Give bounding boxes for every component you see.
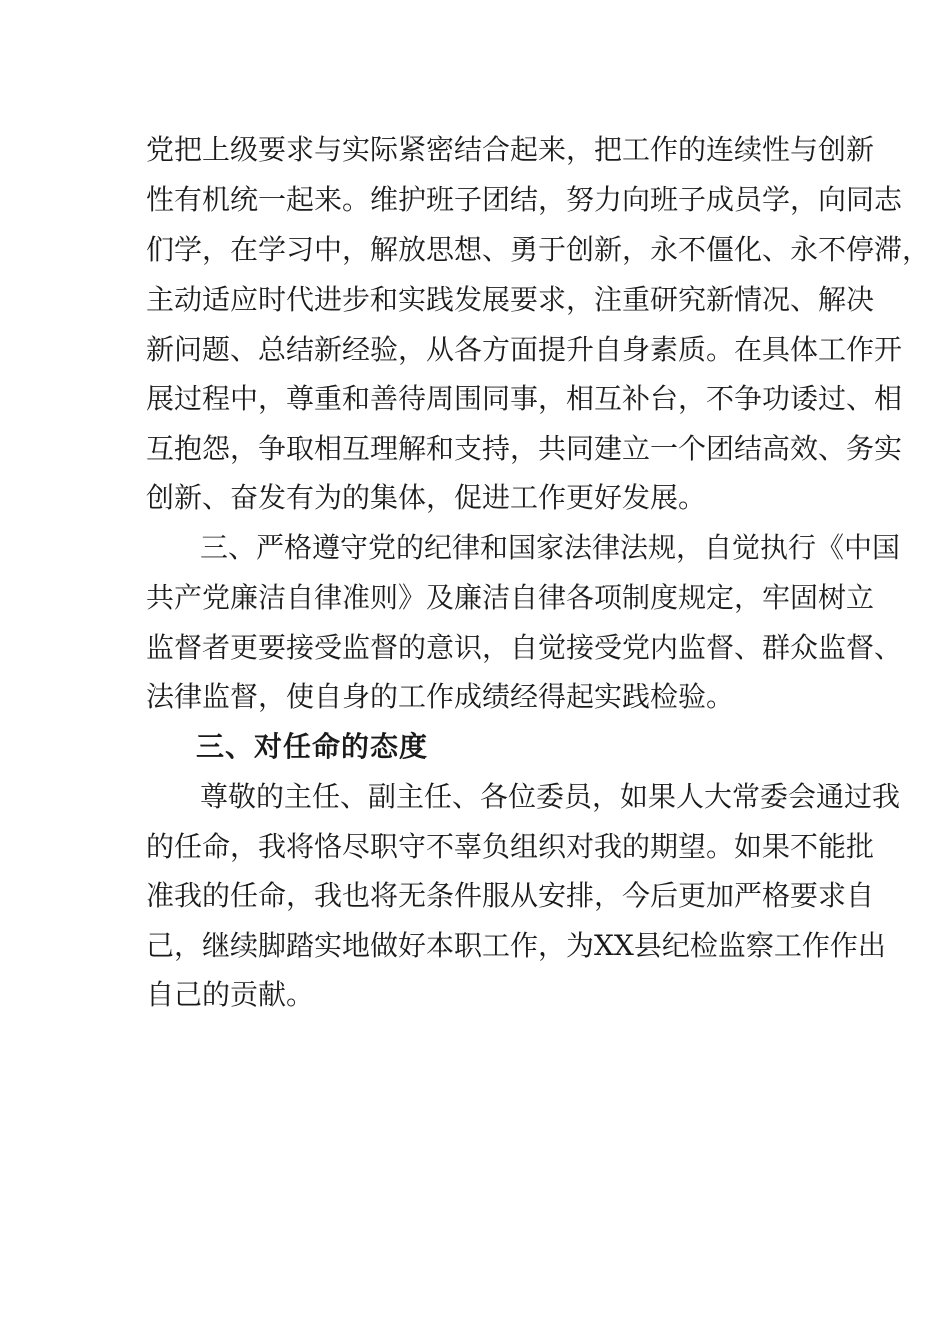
text-line: 主动适应时代进步和实践发展要求，注重研究新情况、解决 bbox=[146, 283, 875, 316]
text-line: 法律监督，使自身的工作成绩经得起实践检验。 bbox=[146, 680, 735, 713]
text-line: 自己的贡献。 bbox=[146, 978, 315, 1011]
text-line: 展过程中，尊重和善待周围同事，相互补台，不争功诿过、相 bbox=[146, 382, 903, 415]
text-line: 的任命，我将恪尽职守不辜负组织对我的期望。如果不能批 bbox=[146, 830, 875, 863]
text-line: 性有机统一起来。维护班子团结，努力向班子成员学，向同志 bbox=[146, 183, 903, 216]
text-line: 共产党廉洁自律准则》及廉洁自律各项制度规定，牢固树立 bbox=[146, 581, 875, 614]
text-line: 党把上级要求与实际紧密结合起来，把工作的连续性与创新 bbox=[146, 133, 875, 166]
text-line: 互抱怨，争取相互理解和支持，共同建立一个团结高效、务实 bbox=[146, 432, 903, 465]
text-line: 尊敬的主任、副主任、各位委员，如果人大常委会通过我 bbox=[200, 780, 901, 813]
text-line: 己，继续脚踏实地做好本职工作，为XX县纪检监察工作作出 bbox=[146, 929, 886, 962]
text-line: 新问题、总结新经验，从各方面提升自身素质。在具体工作开 bbox=[146, 333, 903, 366]
text-line: 三、严格遵守党的纪律和国家法律法规，自觉执行《中国 bbox=[200, 531, 901, 564]
text-line: 创新、奋发有为的集体，促进工作更好发展。 bbox=[146, 481, 707, 514]
text-line: 们学，在学习中，解放思想、勇于创新，永不僵化、永不停滞， bbox=[146, 233, 931, 266]
text-line: 准我的任命，我也将无条件服从安排，今后更加严格要求自 bbox=[146, 879, 875, 912]
section-heading: 三、对任命的态度 bbox=[196, 730, 429, 763]
text-line: 监督者更要接受监督的意识，自觉接受党内监督、群众监督、 bbox=[146, 631, 903, 664]
